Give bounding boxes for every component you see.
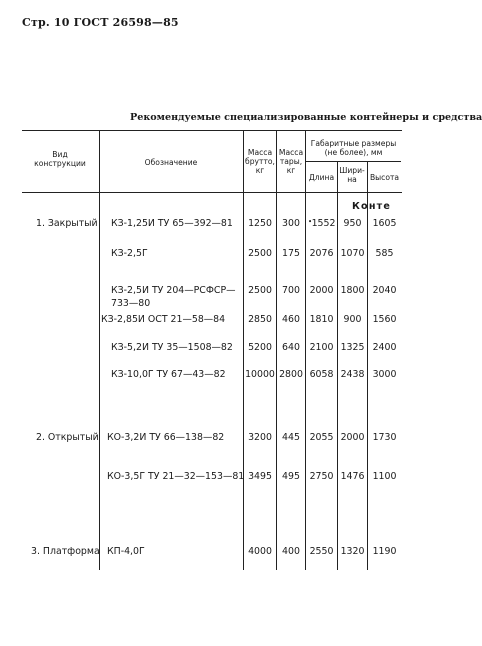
header-type: Вид конструкции bbox=[34, 150, 86, 168]
row-2-height: 585 bbox=[375, 248, 394, 259]
row-1-width: 950 bbox=[343, 218, 362, 229]
row-9-length: 2550 bbox=[309, 546, 334, 557]
row-1-length: 1552 bbox=[311, 218, 336, 229]
row-1-type: 1. Закрытый bbox=[36, 218, 98, 229]
row-4-gross: 2850 bbox=[248, 314, 272, 325]
row-4-height: 1560 bbox=[372, 314, 397, 325]
row-1-height: 1605 bbox=[372, 218, 397, 229]
row-8-height: 1100 bbox=[372, 471, 397, 482]
row-3-length: 2000 bbox=[309, 285, 334, 296]
row-6-designation: КЗ-10,0Г ТУ 67—43—82 bbox=[111, 369, 226, 380]
row-9-tare: 400 bbox=[282, 546, 300, 557]
row-5-tare: 640 bbox=[282, 342, 300, 353]
row-6-tare: 2800 bbox=[279, 369, 303, 380]
row-4-designation: КЗ-2,85И ОСТ 21—58—84 bbox=[101, 314, 226, 325]
row-2-designation: КЗ-2,5Г bbox=[111, 248, 148, 259]
row-9-designation: КП-4,0Г bbox=[107, 546, 145, 557]
row-7-gross: 3200 bbox=[248, 432, 272, 443]
row-3-tare: 700 bbox=[282, 285, 300, 296]
header-length: Длина bbox=[308, 173, 335, 182]
row-9-gross: 4000 bbox=[248, 546, 272, 557]
row-1-mark: • bbox=[308, 218, 313, 226]
row-8-width: 1476 bbox=[340, 471, 365, 482]
header-width: Шири- на bbox=[339, 166, 365, 184]
row-7-designation: КО-3,2И ТУ 66—138—82 bbox=[107, 432, 225, 443]
row-9-height: 1190 bbox=[372, 546, 397, 557]
row-9-type: 3. Платформа bbox=[31, 546, 100, 557]
header-designation: Обозначение bbox=[144, 158, 198, 167]
row-1-tare: 300 bbox=[282, 218, 300, 229]
row-3-gross: 2500 bbox=[248, 285, 272, 296]
row-9-width: 1320 bbox=[340, 546, 365, 557]
row-3-width: 1800 bbox=[340, 285, 365, 296]
page-header: Стр. 10 ГОСТ 26598—85 bbox=[22, 16, 179, 29]
header-height: Высота bbox=[369, 173, 400, 182]
row-3-height: 2040 bbox=[372, 285, 397, 296]
table-title: Рекомендуемые специализированные контейнеры и средства bbox=[130, 112, 482, 123]
row-5-gross: 5200 bbox=[248, 342, 272, 353]
row-3-designation-cont: 733—80 bbox=[111, 298, 151, 309]
row-7-type: 2. Открытый bbox=[36, 432, 99, 443]
row-4-length: 1810 bbox=[309, 314, 334, 325]
row-8-tare: 495 bbox=[282, 471, 300, 482]
table-top-rule bbox=[22, 130, 402, 131]
section-label: Конте bbox=[352, 201, 392, 212]
row-2-gross: 2500 bbox=[248, 248, 272, 259]
row-8-length: 2750 bbox=[309, 471, 334, 482]
row-5-designation: КЗ-5,2И ТУ 35—1508—82 bbox=[111, 342, 233, 353]
header-tare-mass: Масса тары, кг bbox=[278, 148, 304, 175]
dimensions-sub-rule bbox=[305, 161, 401, 162]
row-5-length: 2100 bbox=[309, 342, 334, 353]
row-4-width: 900 bbox=[343, 314, 362, 325]
row-2-width: 1070 bbox=[340, 248, 365, 259]
col-divider-1 bbox=[99, 130, 100, 570]
row-6-height: 3000 bbox=[372, 369, 397, 380]
row-5-width: 1325 bbox=[340, 342, 365, 353]
row-3-designation: КЗ-2,5И ТУ 204—РСФСР— bbox=[111, 285, 236, 296]
row-7-length: 2055 bbox=[309, 432, 334, 443]
row-5-height: 2400 bbox=[372, 342, 397, 353]
row-6-width: 2438 bbox=[340, 369, 365, 380]
header-dimensions: Габаритные размеры (не более), мм bbox=[310, 139, 397, 157]
row-6-gross: 10000 bbox=[245, 369, 275, 380]
row-7-tare: 445 bbox=[282, 432, 300, 443]
row-7-width: 2000 bbox=[340, 432, 365, 443]
header-gross-mass: Масса брутто, кг bbox=[245, 148, 275, 175]
row-4-tare: 460 bbox=[282, 314, 300, 325]
row-8-designation: КО-3,5Г ТУ 21—32—153—81 bbox=[107, 471, 245, 482]
row-8-gross: 3495 bbox=[248, 471, 272, 482]
row-1-gross: 1250 bbox=[248, 218, 272, 229]
row-6-length: 6058 bbox=[309, 369, 334, 380]
row-2-length: 2076 bbox=[309, 248, 334, 259]
row-1-designation: КЗ-1,25И ТУ 65—392—81 bbox=[111, 218, 233, 229]
table-header-bottom-rule bbox=[22, 192, 402, 193]
row-2-tare: 175 bbox=[282, 248, 300, 259]
row-7-height: 1730 bbox=[372, 432, 397, 443]
